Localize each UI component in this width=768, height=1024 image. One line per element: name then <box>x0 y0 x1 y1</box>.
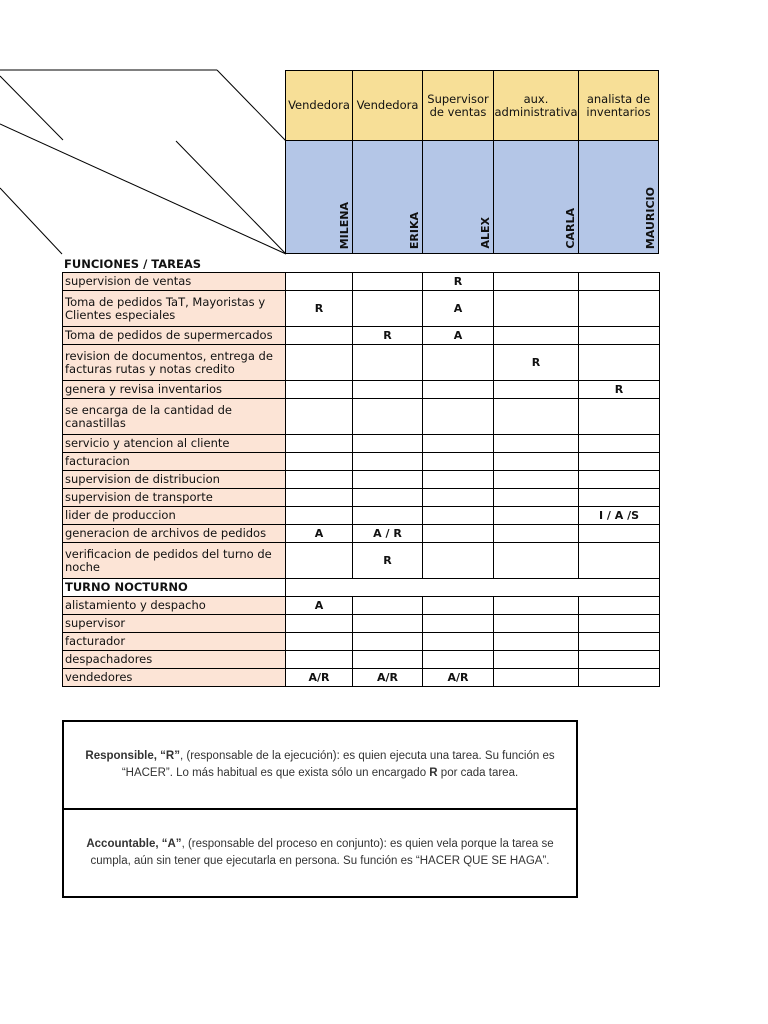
task-label: supervision de distribucion <box>63 471 286 489</box>
raci-cell <box>579 615 660 633</box>
raci-cell <box>286 381 353 399</box>
task-label: verificacion de pedidos del turno de noche <box>63 543 286 579</box>
name-header-1 <box>285 141 353 254</box>
raci-cell <box>286 435 353 453</box>
raci-cell <box>423 399 494 435</box>
table-row <box>63 597 660 615</box>
raci-cell <box>286 543 353 579</box>
raci-cell <box>579 543 660 579</box>
table-row <box>63 489 660 507</box>
raci-cell <box>579 291 660 327</box>
raci-cell <box>494 669 579 687</box>
raci-cell <box>579 327 660 345</box>
task-label: revision de documentos, entrega de facturas rutas y notas credito <box>63 345 286 381</box>
table-row <box>63 633 660 651</box>
raci-cell: A/R <box>353 669 423 687</box>
raci-cell <box>353 273 423 291</box>
raci-cell <box>286 507 353 525</box>
legend-accountable-lead: Accountable, “A” <box>86 838 182 850</box>
person-name: MILENA <box>338 201 351 249</box>
raci-cell <box>353 651 423 669</box>
raci-cell <box>423 525 494 543</box>
raci-cell <box>423 471 494 489</box>
night-shift-row <box>63 579 660 597</box>
raci-cell <box>579 597 660 615</box>
raci-cell <box>579 435 660 453</box>
raci-cell <box>494 435 579 453</box>
role-label: Vendedora <box>288 98 350 112</box>
raci-cell <box>353 453 423 471</box>
task-label: facturador <box>63 633 286 651</box>
table-row <box>63 615 660 633</box>
raci-cell <box>579 345 660 381</box>
raci-cell <box>423 651 494 669</box>
raci-cell <box>286 471 353 489</box>
table-row <box>63 669 660 687</box>
raci-cell <box>286 615 353 633</box>
raci-cell <box>353 471 423 489</box>
role-header-5 <box>578 70 659 141</box>
raci-cell <box>353 633 423 651</box>
raci-cell <box>286 651 353 669</box>
table-row <box>63 273 660 291</box>
raci-cell <box>423 489 494 507</box>
raci-cell: A <box>286 525 353 543</box>
raci-cell <box>494 327 579 345</box>
raci-table <box>62 272 660 687</box>
raci-legend <box>62 720 578 898</box>
raci-cell <box>286 453 353 471</box>
table-row <box>63 507 660 525</box>
raci-cell <box>353 399 423 435</box>
legend-responsible-letter: R <box>429 767 438 779</box>
raci-cell <box>579 489 660 507</box>
raci-cell <box>579 651 660 669</box>
raci-cell: R <box>286 291 353 327</box>
raci-cell: A/R <box>286 669 353 687</box>
legend-accountable <box>64 808 576 896</box>
name-header-4 <box>493 141 579 254</box>
raci-cell: A <box>286 597 353 615</box>
raci-cell <box>353 489 423 507</box>
task-label: despachadores <box>63 651 286 669</box>
task-label: genera y revisa inventarios <box>63 381 286 399</box>
name-header-2 <box>352 141 423 254</box>
raci-cell <box>494 381 579 399</box>
raci-cell <box>579 453 660 471</box>
raci-cell <box>494 543 579 579</box>
raci-cell: R <box>579 381 660 399</box>
raci-cell: A / R <box>353 525 423 543</box>
section-title: FUNCIONES / TAREAS <box>64 257 202 271</box>
table-row <box>63 345 660 381</box>
raci-cell <box>353 291 423 327</box>
task-label: Toma de pedidos de supermercados <box>63 327 286 345</box>
person-name: CARLA <box>564 208 577 249</box>
raci-cell <box>494 633 579 651</box>
raci-cell <box>353 381 423 399</box>
legend-responsible-text: , (responsable de la ejecución): es quien ejecuta una tarea. Su función es “HACER”. Lo más habitual es que exista sólo un encargado <box>121 750 555 779</box>
role-header-3 <box>422 70 494 141</box>
raci-cell <box>494 453 579 471</box>
person-name: MAURICIO <box>644 186 657 249</box>
raci-cell <box>423 345 494 381</box>
role-header-1 <box>285 70 353 141</box>
table-row <box>63 525 660 543</box>
raci-cell <box>579 525 660 543</box>
raci-cell <box>353 615 423 633</box>
task-label: supervisor <box>63 615 286 633</box>
raci-cell <box>286 327 353 345</box>
table-row <box>63 651 660 669</box>
task-label: alistamiento y despacho <box>63 597 286 615</box>
legend-accountable-text: , (responsable del proceso en conjunto): es quien vela porque la tarea se cumpla, aún sin tener que ejecutarla en persona. Su función es “HACER QUE SE HAGA”. <box>90 838 554 867</box>
task-label: supervision de transporte <box>63 489 286 507</box>
diagonal-header-lines <box>0 0 290 260</box>
raci-cell: R <box>494 345 579 381</box>
role-label: aux. administrativa <box>494 91 578 119</box>
raci-cell <box>423 453 494 471</box>
raci-cell <box>286 489 353 507</box>
role-header-2 <box>352 70 423 141</box>
table-row <box>63 543 660 579</box>
table-row <box>63 381 660 399</box>
person-name: ERIKA <box>408 211 421 249</box>
role-label: Supervisor de ventas <box>427 91 489 119</box>
raci-cell <box>423 381 494 399</box>
raci-cell: I / A /S <box>579 507 660 525</box>
raci-cell <box>286 399 353 435</box>
raci-cell <box>494 615 579 633</box>
raci-cell <box>494 399 579 435</box>
raci-cell <box>353 345 423 381</box>
raci-cell: A <box>423 327 494 345</box>
raci-cell <box>286 633 353 651</box>
raci-cell: A <box>423 291 494 327</box>
task-label: facturacion <box>63 453 286 471</box>
role-header-4 <box>493 70 579 141</box>
person-name: ALEX <box>479 217 492 249</box>
role-label: analista de inventarios <box>586 91 651 119</box>
raci-cell: R <box>353 543 423 579</box>
raci-cell <box>494 489 579 507</box>
raci-cell <box>494 273 579 291</box>
task-label: generacion de archivos de pedidos <box>63 525 286 543</box>
table-row <box>63 327 660 345</box>
raci-cell <box>423 615 494 633</box>
raci-cell: A/R <box>423 669 494 687</box>
table-row <box>63 471 660 489</box>
raci-cell <box>579 399 660 435</box>
raci-cell <box>423 507 494 525</box>
raci-cell <box>494 651 579 669</box>
night-shift-title: TURNO NOCTURNO <box>63 579 286 597</box>
raci-cell <box>579 669 660 687</box>
table-row <box>63 399 660 435</box>
legend-responsible-tail: por cada tarea. <box>437 767 519 779</box>
raci-cell <box>286 273 353 291</box>
raci-cell: R <box>353 327 423 345</box>
raci-cell <box>579 471 660 489</box>
raci-cell <box>423 597 494 615</box>
raci-cell <box>423 543 494 579</box>
task-label: Toma de pedidos TaT, Mayoristas y Clientes especiales <box>63 291 286 327</box>
raci-cell <box>353 507 423 525</box>
legend-responsible-lead: Responsible, “R” <box>85 750 180 762</box>
night-shift-filler <box>286 579 660 597</box>
table-row <box>63 291 660 327</box>
task-label: supervision de ventas <box>63 273 286 291</box>
task-label: se encarga de la cantidad de canastillas <box>63 399 286 435</box>
raci-cell <box>494 471 579 489</box>
raci-cell <box>579 273 660 291</box>
task-label: lider de produccion <box>63 507 286 525</box>
task-label: vendedores <box>63 669 286 687</box>
raci-cell <box>353 597 423 615</box>
name-header-3 <box>422 141 494 254</box>
raci-cell <box>494 525 579 543</box>
raci-cell <box>579 633 660 651</box>
raci-cell <box>494 507 579 525</box>
name-header-5 <box>578 141 659 254</box>
table-row <box>63 453 660 471</box>
raci-cell <box>494 291 579 327</box>
raci-cell <box>353 435 423 453</box>
table-row <box>63 435 660 453</box>
task-label: servicio y atencion al cliente <box>63 435 286 453</box>
role-label: Vendedora <box>356 98 419 112</box>
raci-cell <box>286 345 353 381</box>
raci-cell: R <box>423 273 494 291</box>
legend-responsible <box>64 722 576 808</box>
raci-cell <box>494 597 579 615</box>
raci-cell <box>423 633 494 651</box>
raci-cell <box>423 435 494 453</box>
